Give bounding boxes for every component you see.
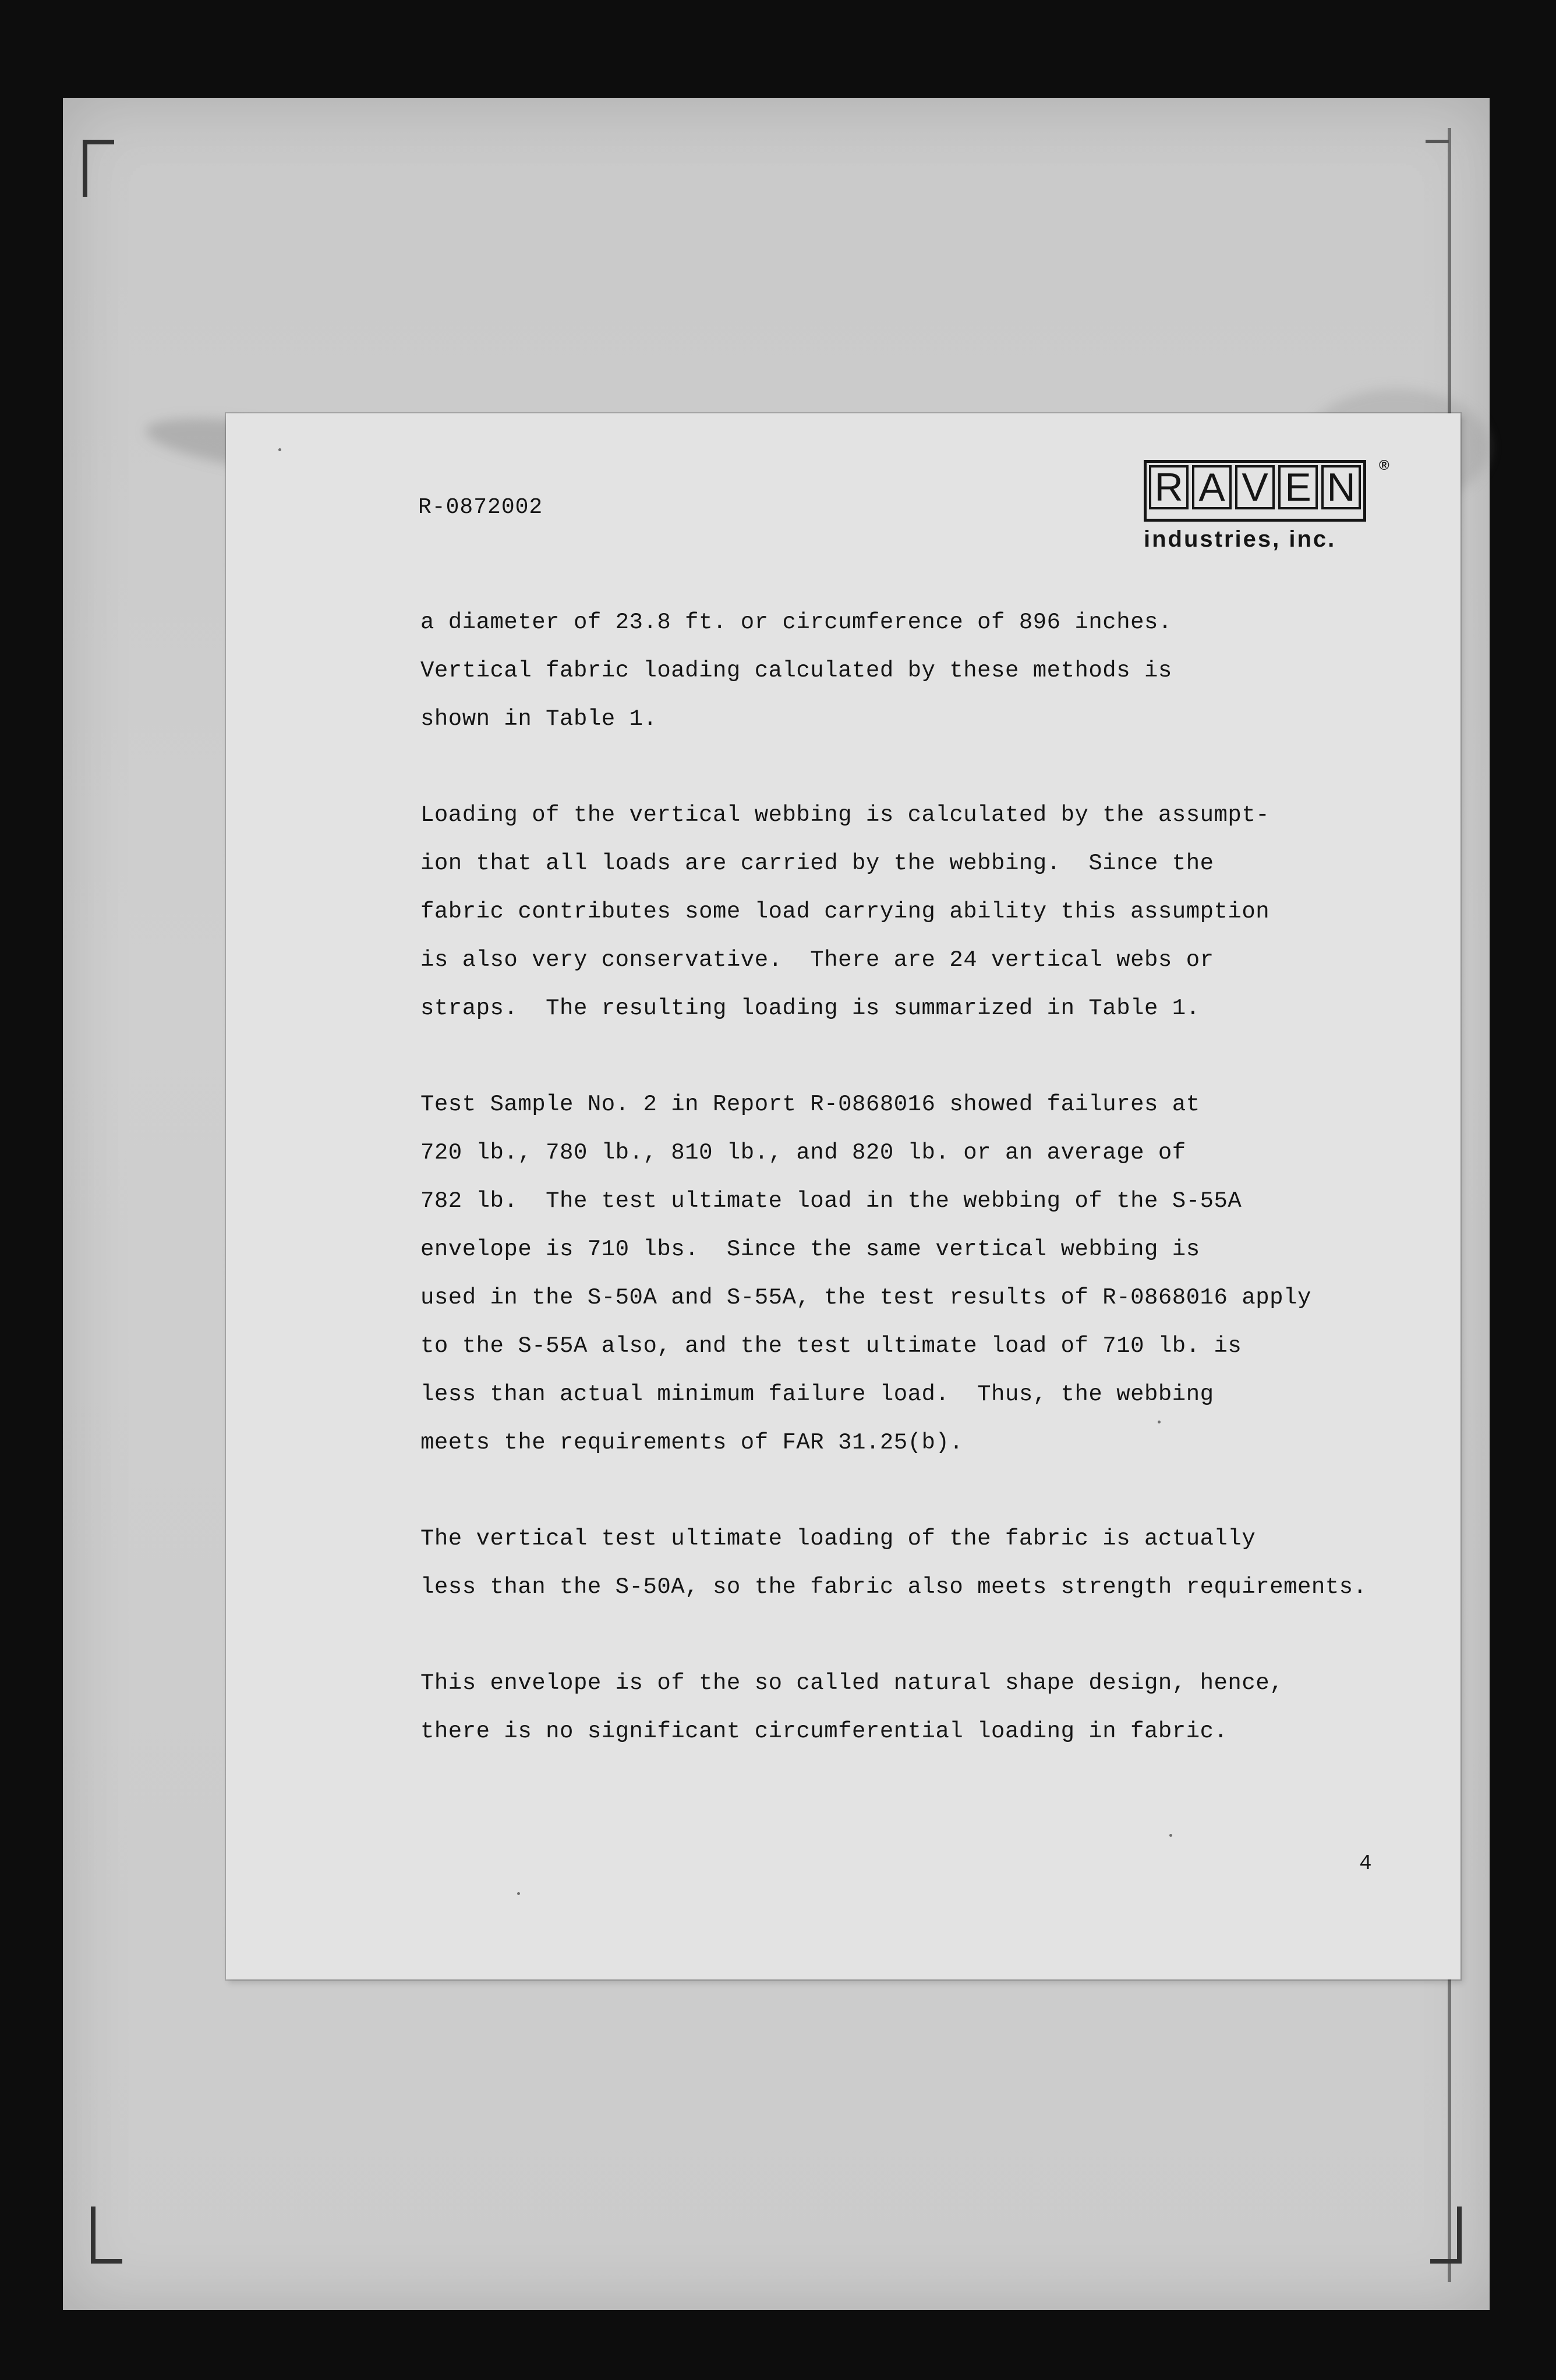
corner-mark-top-right (1426, 140, 1449, 143)
logo-letter: N (1321, 465, 1361, 509)
text-line: there is no significant circumferential loading in fabric. (420, 1719, 1228, 1744)
text-line: Test Sample No. 2 in Report R-0868016 showed failures at (420, 1092, 1200, 1117)
paragraph (420, 1081, 1445, 1467)
paragraph (420, 791, 1445, 1033)
text-line: envelope is 710 lbs. Since the same vertical webbing is (420, 1237, 1200, 1262)
dust-speck (517, 1892, 520, 1895)
page-number: 4 (1359, 1851, 1372, 1875)
paragraph (420, 1659, 1445, 1756)
report-id: R-0872002 (418, 495, 543, 520)
text-line: is also very conservative. There are 24 vertical webs or (420, 947, 1214, 973)
raven-logo (1144, 460, 1388, 565)
text-line: ion that all loads are carried by the webbing. Since the (420, 851, 1214, 876)
text-line: fabric contributes some load carrying ability this assumption (420, 899, 1270, 925)
logo-letter: A (1192, 465, 1232, 509)
logo-wordmark (1144, 460, 1366, 522)
corner-mark-top-left (83, 140, 114, 197)
text-line: meets the requirements of FAR 31.25(b). (420, 1430, 964, 1455)
logo-tagline: industries, inc. (1144, 526, 1336, 552)
corner-mark-bottom-left (91, 2207, 122, 2264)
text-line: Loading of the vertical webbing is calculated by the assumpt- (420, 802, 1270, 828)
text-line: The vertical test ultimate loading of the fabric is actually (420, 1526, 1256, 1552)
logo-letter: V (1235, 465, 1275, 509)
logo-letter: E (1278, 465, 1318, 509)
text-line: Vertical fabric loading calculated by these methods is (420, 658, 1172, 683)
text-line: straps. The resulting loading is summarized in Table 1. (420, 996, 1200, 1021)
document-page (226, 413, 1460, 1979)
registered-mark: ® (1379, 458, 1389, 473)
dust-speck (1158, 1421, 1161, 1423)
text-line: less than actual minimum failure load. Thus, the webbing (420, 1382, 1214, 1407)
dust-speck (1169, 1834, 1172, 1837)
text-line: less than the S-50A, so the fabric also meets strength requirements. (420, 1574, 1367, 1600)
text-line: used in the S-50A and S-55A, the test results of R-0868016 apply (420, 1285, 1311, 1311)
dust-speck (278, 448, 281, 451)
text-line: 782 lb. The test ultimate load in the webbing of the S-55A (420, 1188, 1242, 1214)
text-line: a diameter of 23.8 ft. or circumference of 896 inches. (420, 610, 1172, 635)
body-text (420, 598, 1445, 1804)
paragraph (420, 598, 1445, 743)
text-line: This envelope is of the so called natural shape design, hence, (420, 1670, 1284, 1696)
text-line: shown in Table 1. (420, 706, 657, 732)
text-line: 720 lb., 780 lb., 810 lb., and 820 lb. or an average of (420, 1140, 1186, 1166)
paragraph (420, 1515, 1445, 1612)
corner-mark-bottom-right (1430, 2207, 1462, 2264)
text-line: to the S-55A also, and the test ultimate load of 710 lb. is (420, 1333, 1242, 1359)
logo-letter: R (1149, 465, 1189, 509)
